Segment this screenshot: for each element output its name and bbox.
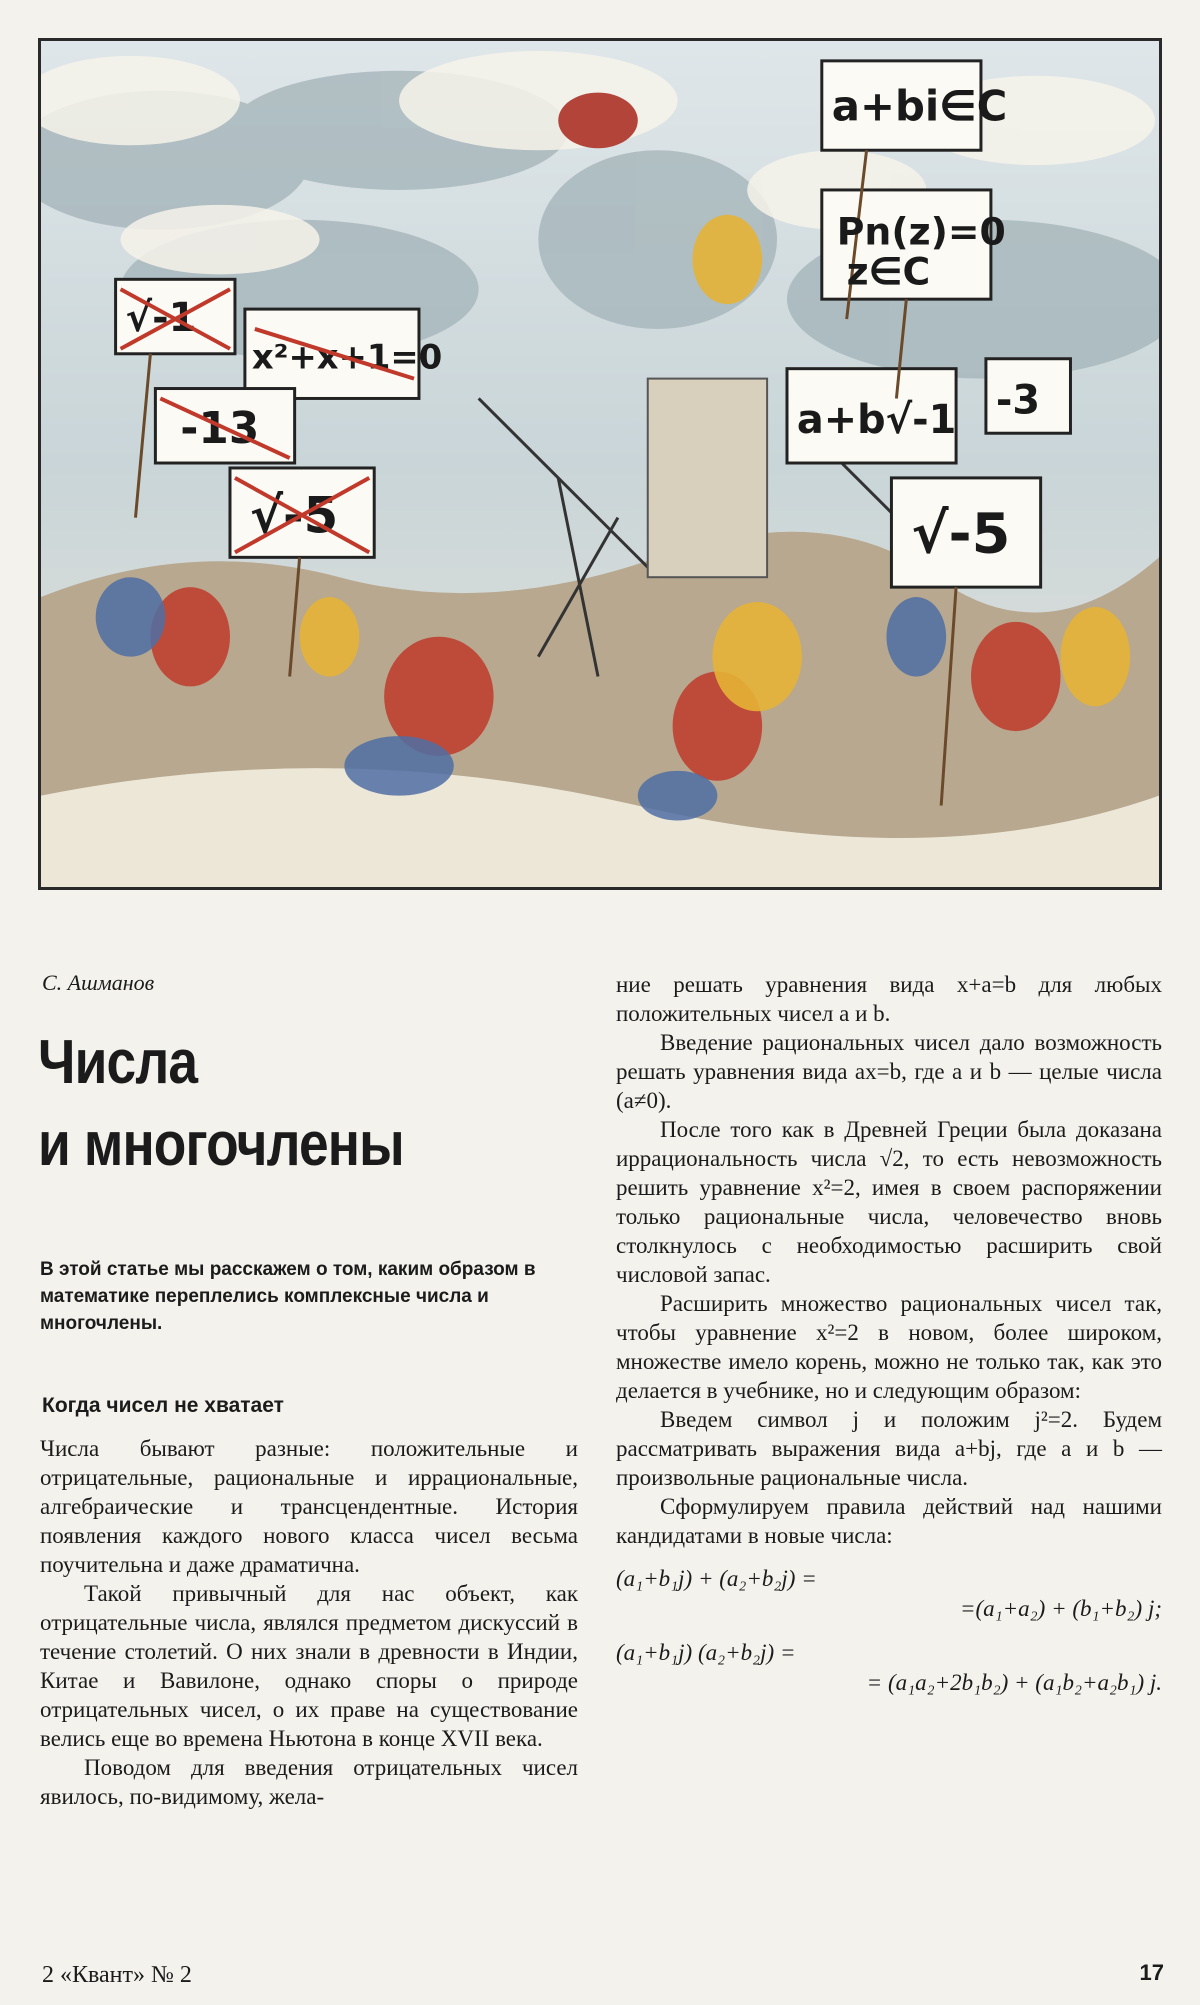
author-name: С. Ашманов: [42, 970, 155, 995]
sign-text-minus-thirteen: -13: [180, 403, 260, 455]
sign-text-quadratic: x²+x+1=0: [251, 337, 443, 377]
title-line-1: Числа: [38, 1028, 198, 1097]
formula-sum: [616, 1564, 1162, 1624]
battle-cartoon-illustration: [41, 41, 1159, 887]
sign-text-sqrt-minus-five: √-5: [249, 486, 339, 545]
formula-product-right: = (a₁a₂+2b₁b₂) + (a₁b₂+a₂b₁) j.: [866, 1670, 1162, 1695]
formula-product: [616, 1638, 1162, 1698]
paragraph: Такой привычный для нас объект, как отрицательные числа, являлся предметом дискуссий в течение столетий. О них знали в древности в Индии, Китае и Вавилоне, однако споры о природе отрицательных чисел, о их праве на существование велись еще во времена Ньютона в конце XVII века.: [40, 1581, 578, 1751]
left-column: [40, 1434, 578, 1811]
right-column: [616, 970, 1162, 1698]
section-heading: Когда чисел не хватает: [42, 1394, 284, 1417]
sign-text-sqrt-minus-five-right: √-5: [911, 501, 1011, 567]
sign-text-a-plus-b-sqrt: a+b√-1: [796, 397, 957, 444]
sign-text-a-plus-bi: a+bi∈C: [831, 81, 1008, 131]
paragraph: После того как в Древней Греции была доказана иррациональность числа √2, то есть невозможность решить уравнение x²=2, имея в своем распоряжении только рациональные числа, человечество вновь столкнулось с необходимостью расширить свой числовой запас.: [616, 1117, 1162, 1287]
lead-paragraph: В этой статье мы расскажем о том, каким образом в математике переплелись комплексные числа и многочлены.: [40, 1259, 536, 1334]
paragraph: ние решать уравнения вида x+a=b для любых положительных чисел a и b.: [616, 972, 1162, 1026]
formula-sum-right: =(a₁+a₂) + (b₁+b₂) j;: [959, 1596, 1162, 1621]
sign-text-z-in-c: z∈C: [846, 249, 931, 294]
paragraph: Расширить множество рациональных чисел так, чтобы уравнение x²=2 в новом, более широком, множестве имело корень, можно не только так, как это делается в учебнике, но и следующим образом:: [616, 1291, 1162, 1403]
issue-footer: 2 «Квант» № 2: [42, 1962, 192, 1988]
paragraph: Поводом для введения отрицательных чисел явилось, по-видимому, жела-: [40, 1755, 578, 1809]
illustration: [38, 38, 1162, 890]
formula-sum-left: (a₁+b₁j) + (a₂+b₂j) =: [616, 1566, 817, 1591]
sign-text-minus-three: -3: [995, 377, 1041, 424]
paragraph: Введем символ j и положим j²=2. Будем рассматривать выражения вида a+bj, где a и b — произвольные рациональные числа.: [616, 1407, 1162, 1490]
page-number: 17: [1139, 1960, 1164, 1985]
article-title: [38, 1022, 520, 1186]
sign-text-sqrt-minus-one: √-1: [125, 294, 197, 341]
paragraph: Введение рациональных чисел дало возможность решать уравнения вида ax=b, где a и b — целые числа (a≠0).: [616, 1030, 1162, 1113]
paragraph: Числа бывают разные: положительные и отрицательные, рациональные и иррациональные, алгебраические и трансцендентные. История появления каждого нового класса чисел весьма поучительна и даже драматична.: [40, 1436, 578, 1577]
formula-product-left: (a₁+b₁j) (a₂+b₂j) =: [616, 1640, 796, 1665]
sign-text-polynomial: Pn(z)=0: [836, 209, 1006, 254]
title-line-2: и многочлены: [38, 1110, 404, 1179]
paragraph: Сформулируем правила действий над нашими кандидатами в новые числа:: [616, 1494, 1162, 1548]
